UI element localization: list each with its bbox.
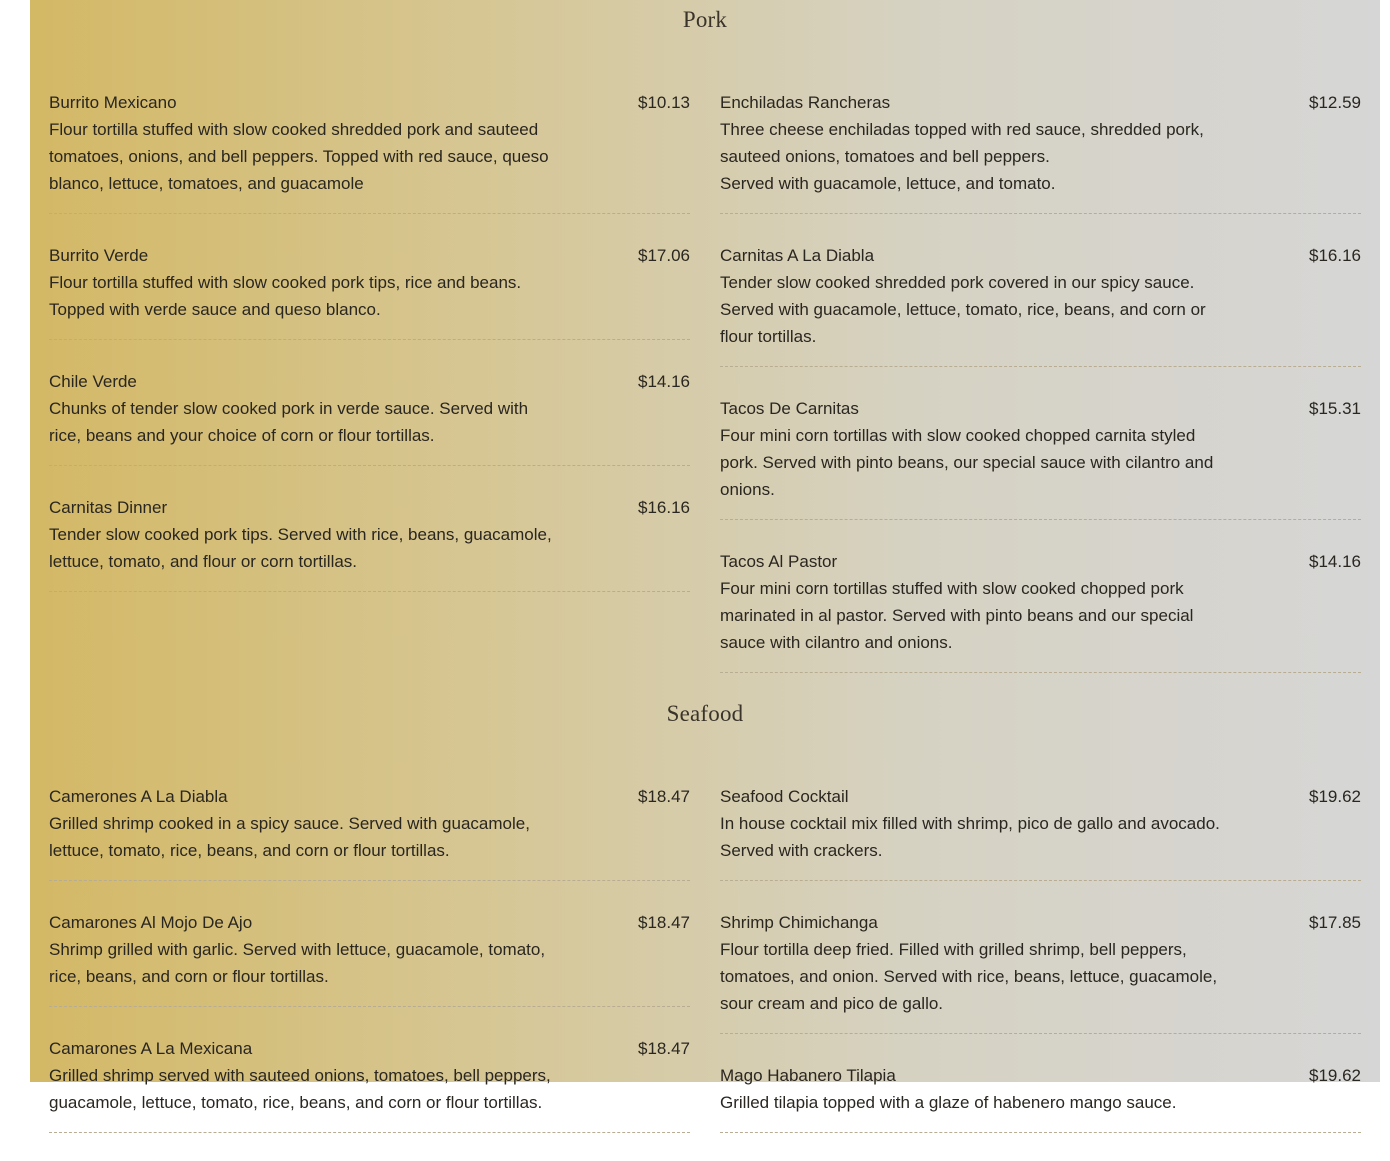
- menu-item-price: $15.31: [1309, 399, 1361, 418]
- menu-item[interactable]: [49, 494, 690, 592]
- menu-column-right: [720, 89, 1361, 701]
- section-title: Pork: [682, 7, 728, 32]
- section-title: Seafood: [666, 701, 744, 726]
- menu-item-description: Grilled tilapia topped with a glaze of habenero mango sauce.: [720, 1093, 1177, 1112]
- menu-item[interactable]: [720, 548, 1361, 673]
- menu-item-description: Flour tortilla stuffed with slow cooked pork tips, rice and beans. Topped with verde sauce and queso blanco.: [49, 273, 522, 319]
- menu-item[interactable]: [49, 368, 690, 466]
- menu-item-name: Carnitas Dinner: [49, 498, 168, 517]
- menu-item-description: Grilled shrimp cooked in a spicy sauce. Served with guacamole, lettuce, tomato, rice, beans, and corn or flour tortillas.: [49, 814, 530, 860]
- menu-item[interactable]: [49, 909, 690, 1007]
- menu-panel: [30, 0, 1380, 1112]
- menu-item-price: $18.47: [638, 913, 690, 932]
- menu-column-right: [720, 783, 1361, 1161]
- menu-item-name: Enchiladas Rancheras: [720, 93, 891, 112]
- menu-item-name: Burrito Mexicano: [49, 93, 177, 112]
- menu-item-name: Camerones A La Diabla: [49, 787, 228, 806]
- menu-column-left: [49, 783, 690, 1161]
- menu-item-description: Tender slow cooked shredded pork covered in our spicy sauce. Served with guacamole, lettuce, tomato, rice, beans, and corn or flour tortillas.: [720, 273, 1206, 346]
- menu-item-name: Carnitas A La Diabla: [720, 246, 875, 265]
- menu-column-left: [49, 89, 690, 620]
- menu-item[interactable]: [49, 1035, 690, 1133]
- menu-item[interactable]: [49, 89, 690, 214]
- menu-item[interactable]: [720, 783, 1361, 881]
- menu-item-price: $14.16: [638, 372, 690, 391]
- menu-item-price: $19.62: [1309, 787, 1361, 806]
- menu-item-name: Camarones A La Mexicana: [49, 1039, 253, 1058]
- menu-item-description: In house cocktail mix filled with shrimp, pico de gallo and avocado. Served with crackers.: [720, 814, 1220, 860]
- menu-item[interactable]: [720, 909, 1361, 1034]
- menu-item-price: $18.47: [638, 787, 690, 806]
- menu-item-name: Seafood Cocktail: [720, 787, 849, 806]
- menu-item[interactable]: [720, 89, 1361, 214]
- menu-item-description: Three cheese enchiladas topped with red sauce, shredded pork, sauteed onions, tomatoes and bell peppers. Served with guacamole, lettuce, and tomato.: [720, 120, 1204, 193]
- menu-item-price: $17.06: [638, 246, 690, 265]
- menu-item-name: Tacos De Carnitas: [720, 399, 859, 418]
- menu-item-price: $12.59: [1309, 93, 1361, 112]
- menu-item-name: Chile Verde: [49, 372, 137, 391]
- menu-item-description: Four mini corn tortillas stuffed with slow cooked chopped pork marinated in al pastor. Served with pinto beans and our special sauce with cilantro and onions.: [720, 579, 1194, 652]
- menu-item-description: Chunks of tender slow cooked pork in verde sauce. Served with rice, beans and your choice of corn or flour tortillas.: [49, 399, 529, 445]
- menu-item[interactable]: [49, 783, 690, 881]
- menu-item-description: Flour tortilla stuffed with slow cooked shredded pork and sauteed tomatoes, onions, and bell peppers. Topped with red sauce, queso blanco, lettuce, tomatoes, and guacamole: [49, 120, 549, 193]
- menu-item-price: $10.13: [638, 93, 690, 112]
- menu-item-price: $16.16: [638, 498, 690, 517]
- menu-item[interactable]: [720, 395, 1361, 520]
- menu-item-name: Burrito Verde: [49, 246, 149, 265]
- menu-item-description: Grilled shrimp served with sauteed onions, tomatoes, bell peppers, guacamole, lettuce, tomato, rice, beans, and corn or flour tortillas.: [49, 1066, 551, 1112]
- menu-item-description: Tender slow cooked pork tips. Served with rice, beans, guacamole, lettuce, tomato, and flour or corn tortillas.: [49, 525, 552, 571]
- menu-item-name: Mago Habanero Tilapia: [720, 1066, 896, 1085]
- menu-item-name: Tacos Al Pastor: [720, 552, 838, 571]
- menu-item[interactable]: [720, 1062, 1361, 1133]
- menu-item-description: Four mini corn tortillas with slow cooked chopped carnita styled pork. Served with pinto beans, our special sauce with cilantro and onions.: [720, 426, 1214, 499]
- menu-item-name: Shrimp Chimichanga: [720, 913, 878, 932]
- menu-item-name: Camarones Al Mojo De Ajo: [49, 913, 253, 932]
- menu-item-description: Flour tortilla deep fried. Filled with grilled shrimp, bell peppers, tomatoes, and onion. Served with rice, beans, lettuce, guacamole, sour cream and pico de gallo.: [720, 940, 1218, 1013]
- menu-item-price: $17.85: [1309, 913, 1361, 932]
- menu-item[interactable]: [49, 242, 690, 340]
- menu-item-price: $18.47: [638, 1039, 690, 1058]
- menu-item-price: $16.16: [1309, 246, 1361, 265]
- menu-item[interactable]: [720, 242, 1361, 367]
- menu-item-price: $14.16: [1309, 552, 1361, 571]
- menu-item-price: $19.62: [1309, 1066, 1361, 1085]
- menu-item-description: Shrimp grilled with garlic. Served with lettuce, guacamole, tomato, rice, beans, and corn or flour tortillas.: [49, 940, 546, 986]
